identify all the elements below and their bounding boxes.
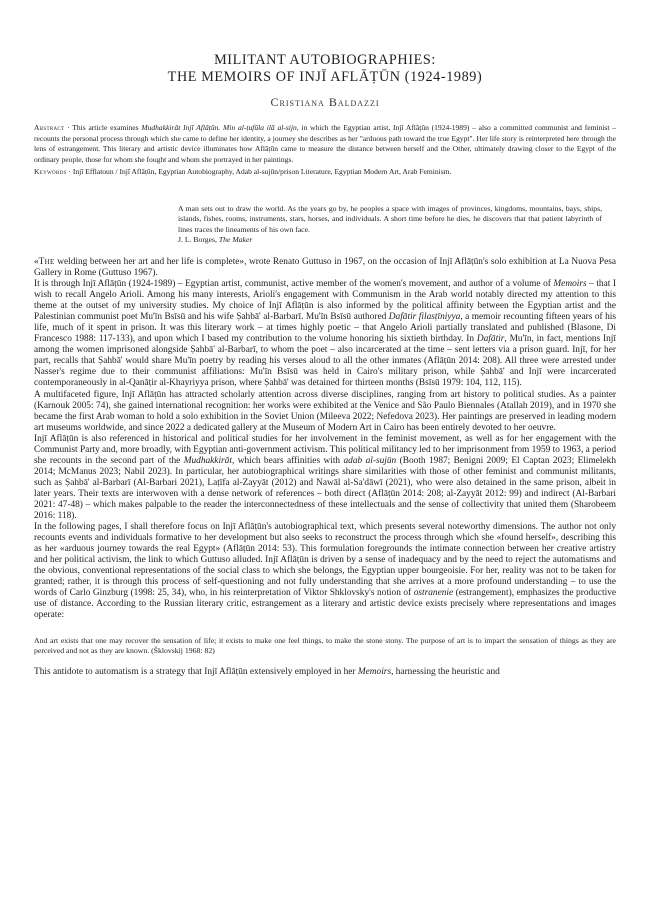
epigraph-source <box>178 235 602 246</box>
p1-text: welding between her art and her life is complete», wrote Renato Guttuso in 1967, on the occasion of Injī Aflāṭūn's solo exhibition at La Nuova Pesa Gallery in Rome (Guttuso 1967). <box>34 256 616 279</box>
p4-text-c: , which bears affinities with <box>231 455 344 466</box>
p4-italic-adab: adab al-sujūn <box>343 455 397 466</box>
p2-text-c: – that I wish to recall Angelo Arioli. Among his many interests, Arioli's engagement with Communism in the Arab world notably directed my attention to this theme at the outset of my university studies. My choice of Injī Aflāṭūn is also informed by the political affinity between the Egyptian artist and the Palestinian communist poet Mu'īn Bsīsū and his wife Ṣahbā' al-Barbarī. Mu'īn Bsīsū authored <box>34 279 616 323</box>
title-line-1: MILITANT AUTOBIOGRAPHIES: <box>214 52 436 68</box>
keywords-label: Keywords <box>34 167 67 177</box>
closing-italic-memoirs: Memoirs <box>357 666 392 677</box>
p2-text-e: , a memoir recounting fifteen years of his life, much of it spent in prison. It was this literary work – at times highly poetic – that Angelo Arioli partially translated and published (Blasone, Di Francesco 1988: 117-133), and upon which I based my contribution to the volume honoring his sixtieth birthday. In <box>34 312 617 345</box>
closing-text-c: , harnessing the heuristic and <box>391 666 500 677</box>
block-quote: And art exists that one may recover the sensation of life; it exists to make one feel things, to make the stone stony. The purpose of art is to impart the sensation of things as they are perceived and not as they are known. (Šklovskij 1968: 82) <box>34 635 616 656</box>
closing-text-a: This antidote to automatism is a strategy that Injī Aflāṭūn extensively employed in her <box>34 666 358 677</box>
p2-italic-dafatir: Dafātir <box>476 334 505 345</box>
epigraph <box>178 204 602 246</box>
article-title <box>34 52 616 86</box>
abstract-book-title: Mudhakkirāt Injī Aflāṭūn. Min al-ṭufūla ilā al-sijn <box>141 123 297 132</box>
p5-text-c: (estrangement), emphasizes the productive use of distance. According to the Russian literary critic, estrangement as a literary and artistic device exists precisely where representations and images operate: <box>34 588 617 621</box>
keywords <box>34 167 616 178</box>
epigraph-author: J. L. Borges, <box>178 235 219 245</box>
p4-italic-mudhakkirat: Mudhakkirāt <box>183 455 232 466</box>
p5-text-a: In the following pages, I shall therefore focus on Injī Aflāṭūn's autobiographical text, which presents several noteworthy dimensions. The author not only recounts events and individuals formative to her development but also seeks to reconstruct the process through which she «found herself», describing this as her «arduous journey towards the real Egypt» (Aflāṭūn 2014: 53). This formulation foregrounds the intimate connection between her creative artistry and her political activism, the link to which Guttuso alluded. Injī Aflāṭūn is driven by a sense of inadequacy and by the need to reject the automatisms and the obvious, conventional representations of the social class to which she belongs, the Egyptian upper bourgeoisie. For her, reality was not to be taken for granted; rather, it is through this process of self-questioning and not fully understanding that she arrives at a more profound understanding – to use the words of Carlo Ginzburg (1998: 25, 34), who, in his reinterpretation of Viktor Shklovsky's notion of <box>34 522 616 599</box>
p4-text-a: Injī Aflāṭūn is also referenced in historical and political studies for her involvement in the feminist movement, as well as for her engagement with the Communist Party and, more broadly, with Egyptian anti-government activism. This political militancy led to her imprisonment from 1959 to 1963, a period she recounts in the second part of the <box>34 433 616 466</box>
closing-paragraph <box>34 667 616 678</box>
paragraph-4 <box>34 434 616 522</box>
p1-quote-mark: « <box>34 256 39 267</box>
epigraph-work: The Maker <box>218 235 253 245</box>
paragraph-3: A multifaceted figure, Injī Aflāṭūn has attracted scholarly attention across diverse disciplines, ranging from art history to political studies. As a painter (Karnouk 2005: 74), she gained international recognition: her works were exhibited at the Venice and São Paulo Biennales (Atallah 2019), and in 1970 she became the first Arab woman to hold a solo exhibition in the Soviet Union (Mileeva 2022; Nefedova 2023). Her paintings are preserved in leading modern art museums worldwide, and since 2022 a dedicated gallery at the Museum of Modern Art in Cairo has been entirely devoted to her oeuvre. <box>34 389 616 433</box>
p2-italic-memoirs: Memoirs <box>553 279 587 290</box>
abstract-text-1: This article examines <box>72 123 142 132</box>
epigraph-text: A man sets out to draw the world. As the years go by, he peoples a space with images of provinces, kingdoms, mountains, bays, ships, islands, fishes, rooms, instruments, stars, horses, and individuals. A short time before he dies, he discovers that that patient labyrinth of lines traces the lineaments of his own face. <box>178 203 602 234</box>
article-page <box>34 0 616 678</box>
paragraph-1 <box>34 257 616 279</box>
paragraph-2 <box>34 279 616 389</box>
abstract-sep: · <box>64 123 73 132</box>
abstract <box>34 123 616 165</box>
abstract-text-2: , in which the Egyptian artist, Injī Aflāṭūn (1924-1989) – also a committed communist and feminist – recounts the personal process through which she came to define her identity, a journey she describes as her "arduous path toward the true Egypt". Her life story is reinterpreted here through the lens of estrangement. This literary and artistic device illuminates how Aflāṭūn came to measure the distance between herself and the Other, ultimately drawing closer to the Egypt of the ordinary people, those for whom she fought and whom she portrayed in her paintings. <box>34 123 616 164</box>
p5-italic-ostranenie: ostranenie <box>413 588 454 599</box>
article-body <box>34 257 616 622</box>
keywords-sep: · <box>66 167 73 177</box>
p2-italic-dafatir-full: Dafātir filasṭīniyya <box>388 312 461 323</box>
title-line-2: THE MEMOIRS OF INJĪ AFLĀṬŪN (1924-1989) <box>167 69 483 85</box>
author-name: Cristiana Baldazzi <box>270 95 380 109</box>
p1-smallcaps: The <box>38 256 55 267</box>
abstract-label: Abstract <box>34 123 65 132</box>
p2-text-g: , Mu'īn, in fact, mentions Injī among the women imprisoned alongside Ṣahbā' al-Barbarī, to whom the poet – also incarcerated at the time – sent letters via a prison guard. Injī, for her part, recalls that Ṣahbā' would share Mu'īn poetry by reading his verses aloud to all the other inmates (Aflāṭūn 2014: 208). All three were arrested under Nasser's regime due to their communist affiliations: Mu'īn Bsīsū was held in Cairo's military prison, while Ṣahbā' and Injī were incarcerated contemporaneously in al-Qanāṭir al-Khayriyya prison, where Ṣahbā' was detained for thirteen months (Bsīsū 1979: 104, 112, 115). <box>34 334 616 389</box>
p2-text-a: It is through Injī Aflāṭūn (1924-1989) – Egyptian artist, communist, active member of the women's movement, and author of a volume of <box>34 279 554 290</box>
p4-text-e: (Booth 1987; Benigni 2009; El Captan 2023; Elimelekh 2014; McManus 2023; Nabil 2023). In particular, her autobiographical writings share similarities with those of other feminist and communist militants, such as Ṣahbā' al-Barbarī (Al-Barbari 2021), Laṭīfa al-Zayyāt (2012) and Nawāl al-Sa'dāwī (2021), who were also detained in the same prison, albeit in later years. Their texts are interwoven with a dense network of references – both direct (Aflāṭūn 2014: 208; al-Zayyāt 2012: 99) and indirect (Al-Barbari 2021: 47-48) – which makes palpable to the reader the interconnectedness of these intellectuals and the sense of collectivity that united them (Sharobeem 2016: 118). <box>34 455 616 522</box>
paragraph-5 <box>34 522 616 621</box>
keywords-text: Injī Efflatoun / Injī Aflāṭūn, Egyptian Autobiography, Adab al-sujūn/prison Literature, Egyptian Modern Art, Arab Feminism. <box>72 167 452 177</box>
